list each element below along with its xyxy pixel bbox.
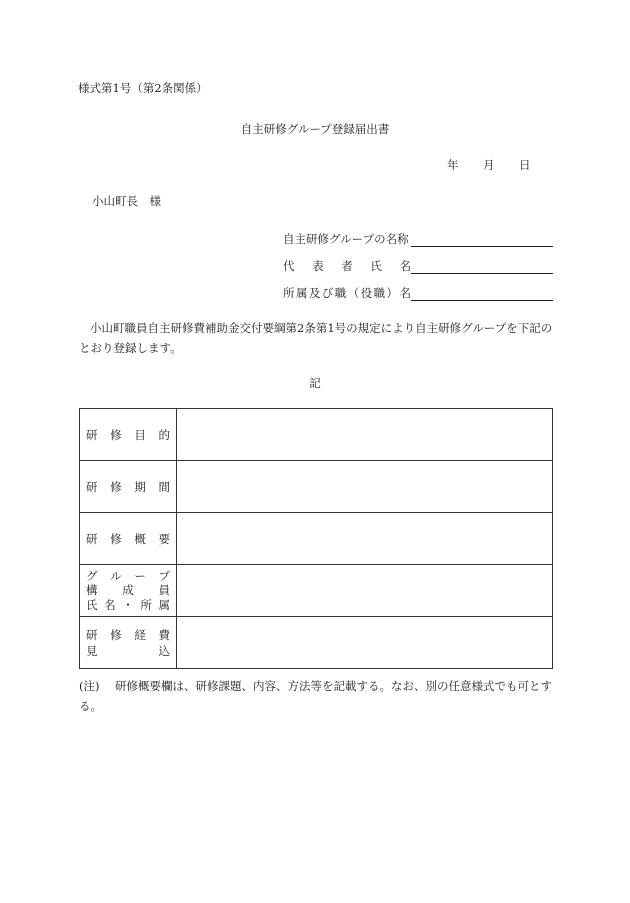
applicant-field	[283, 258, 553, 274]
row-label: 研 修 概 要	[80, 513, 177, 565]
ki-heading: 記	[309, 376, 321, 390]
body-text: 小山町職員自主研修費補助金交付要綱第2条第1号の規定により自主研修グループを下記のとおり登録します。	[79, 321, 553, 355]
applicant-field	[283, 285, 553, 301]
note	[79, 676, 553, 716]
table-row	[80, 565, 553, 617]
applicant-field-label: 自主研修グループの名称	[283, 232, 409, 246]
date-line	[0, 157, 630, 173]
row-label: 研 修 経 費 見 込	[80, 617, 177, 669]
row-value-cell[interactable]	[177, 617, 553, 669]
row-value-cell[interactable]	[177, 409, 553, 461]
applicant-field	[283, 231, 553, 247]
addressee: 小山町長 様	[92, 194, 161, 208]
row-label: 研 修 目 的	[80, 409, 177, 461]
row-label: 研 修 期 間	[80, 461, 177, 513]
row-value-cell[interactable]	[177, 461, 553, 513]
document-title: 自主研修グループ登録届出書	[240, 122, 390, 136]
applicant-field-input-line[interactable]	[411, 300, 553, 301]
applicant-field-label: 代 表 者 氏 名	[283, 259, 411, 273]
applicant-field-input-line[interactable]	[411, 273, 553, 274]
row-value-cell[interactable]	[177, 513, 553, 565]
form-number: 様式第1号（第2条関係）	[78, 81, 208, 95]
note-lead: (注)	[79, 679, 100, 693]
applicant-field-label: 所 属 及 び 職 （ 役 職 ） 名	[283, 286, 411, 300]
date-month: 月	[483, 158, 495, 172]
note-text: 研修概要欄は、研修課題、内容、方法等を記載する。なお、別の任意様式でも可とする。	[79, 679, 552, 713]
date-day: 日	[519, 158, 531, 172]
table-row	[80, 409, 553, 461]
row-label: グ ル ー プ 構 成 員 氏 名 ・ 所 属	[80, 565, 177, 617]
registration-table	[79, 408, 553, 669]
row-value-cell[interactable]	[177, 565, 553, 617]
table-row	[80, 513, 553, 565]
table-row	[80, 461, 553, 513]
table-row	[80, 617, 553, 669]
applicant-field-input-line[interactable]	[411, 246, 553, 247]
date-year: 年	[447, 158, 459, 172]
